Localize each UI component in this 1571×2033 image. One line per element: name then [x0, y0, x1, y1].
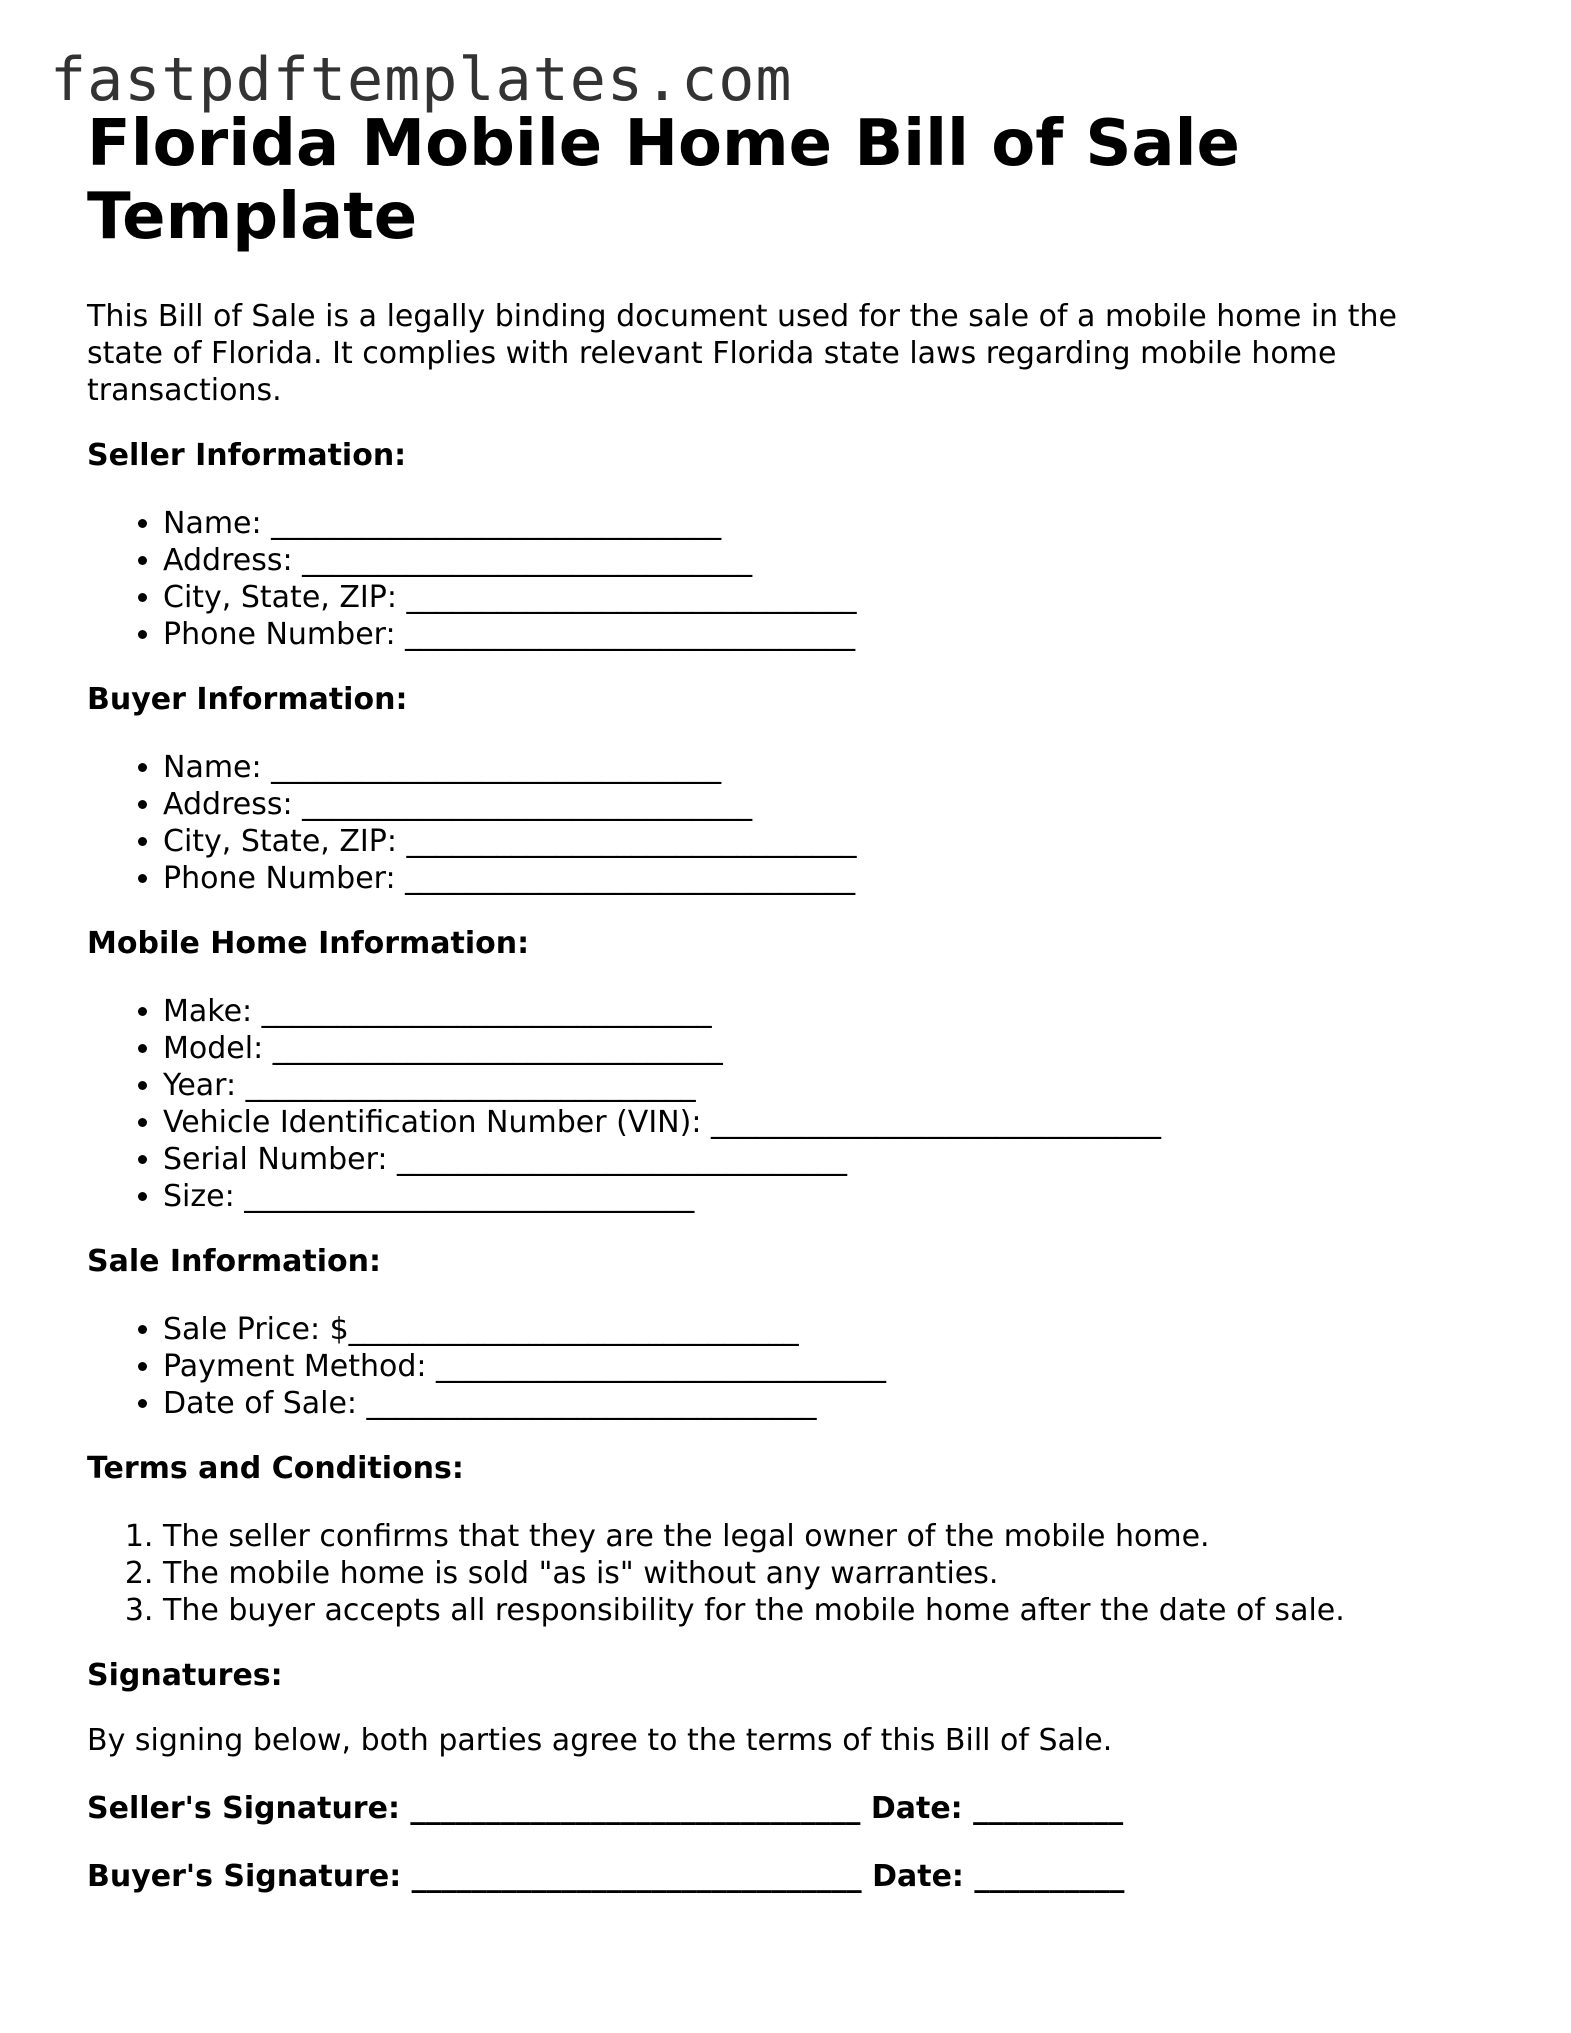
watermark: fastpdftemplates.com [50, 45, 793, 115]
term-item: 3. The buyer accepts all responsibility for the mobile home after the date of sale. [163, 1592, 1487, 1629]
buyer-name-field: • Name: ______________________________ [163, 749, 1487, 786]
buyer-heading: Buyer Information: [87, 682, 408, 717]
intro-paragraph: This Bill of Sale is a legally binding document used for the sale of a mobile home in the state of Florida. It complies with relevant Florida state laws regarding mobile home transactions. [87, 299, 1397, 408]
seller-phone-field: • Phone Number: ______________________________ [163, 616, 1487, 653]
seller-heading: Seller Information: [87, 438, 407, 473]
signatures-statement: By signing below, both parties agree to the terms of this Bill of Sale. [87, 1723, 1113, 1758]
buyer-city-state-zip-field: • City, State, ZIP: ______________________________ [163, 823, 1487, 860]
seller-name-field: • Name: ______________________________ [163, 505, 1487, 542]
mobile-home-fields [87, 993, 1487, 1215]
signatures-heading: Signatures: [87, 1658, 283, 1693]
mobile-home-heading: Mobile Home Information: [87, 926, 530, 961]
model-field: • Model: ______________________________ [163, 1030, 1487, 1067]
size-field: • Size: ______________________________ [163, 1178, 1487, 1215]
terms-heading: Terms and Conditions: [87, 1451, 464, 1486]
vin-field: • Vehicle Identification Number (VIN): ______________________________ [163, 1104, 1487, 1141]
document-body [87, 108, 1487, 1895]
serial-number-field: • Serial Number: ______________________________ [163, 1141, 1487, 1178]
buyer-fields [87, 749, 1487, 897]
seller-address-field: • Address: ______________________________ [163, 542, 1487, 579]
make-field: • Make: ______________________________ [163, 993, 1487, 1030]
buyer-address-field: • Address: ______________________________ [163, 786, 1487, 823]
seller-signature-line: Seller's Signature: ______________________________ Date: __________ [87, 1791, 1124, 1826]
buyer-phone-field: • Phone Number: ______________________________ [163, 860, 1487, 897]
year-field: • Year: ______________________________ [163, 1067, 1487, 1104]
date-of-sale-field: • Date of Sale: ______________________________ [163, 1385, 1487, 1422]
payment-method-field: • Payment Method: ______________________________ [163, 1348, 1487, 1385]
sale-price-field: • Sale Price: $______________________________ [163, 1311, 1487, 1348]
terms-list [87, 1518, 1487, 1629]
sale-fields [87, 1311, 1487, 1422]
sale-heading: Sale Information: [87, 1244, 381, 1279]
seller-city-state-zip-field: • City, State, ZIP: ______________________________ [163, 579, 1487, 616]
buyer-signature-line: Buyer's Signature: ______________________________ Date: __________ [87, 1859, 1125, 1894]
term-item: 2. The mobile home is sold "as is" without any warranties. [163, 1555, 1487, 1592]
document-title: Florida Mobile Home Bill of Sale Template [87, 107, 1240, 254]
seller-fields [87, 505, 1487, 653]
term-item: 1. The seller confirms that they are the legal owner of the mobile home. [163, 1518, 1487, 1555]
